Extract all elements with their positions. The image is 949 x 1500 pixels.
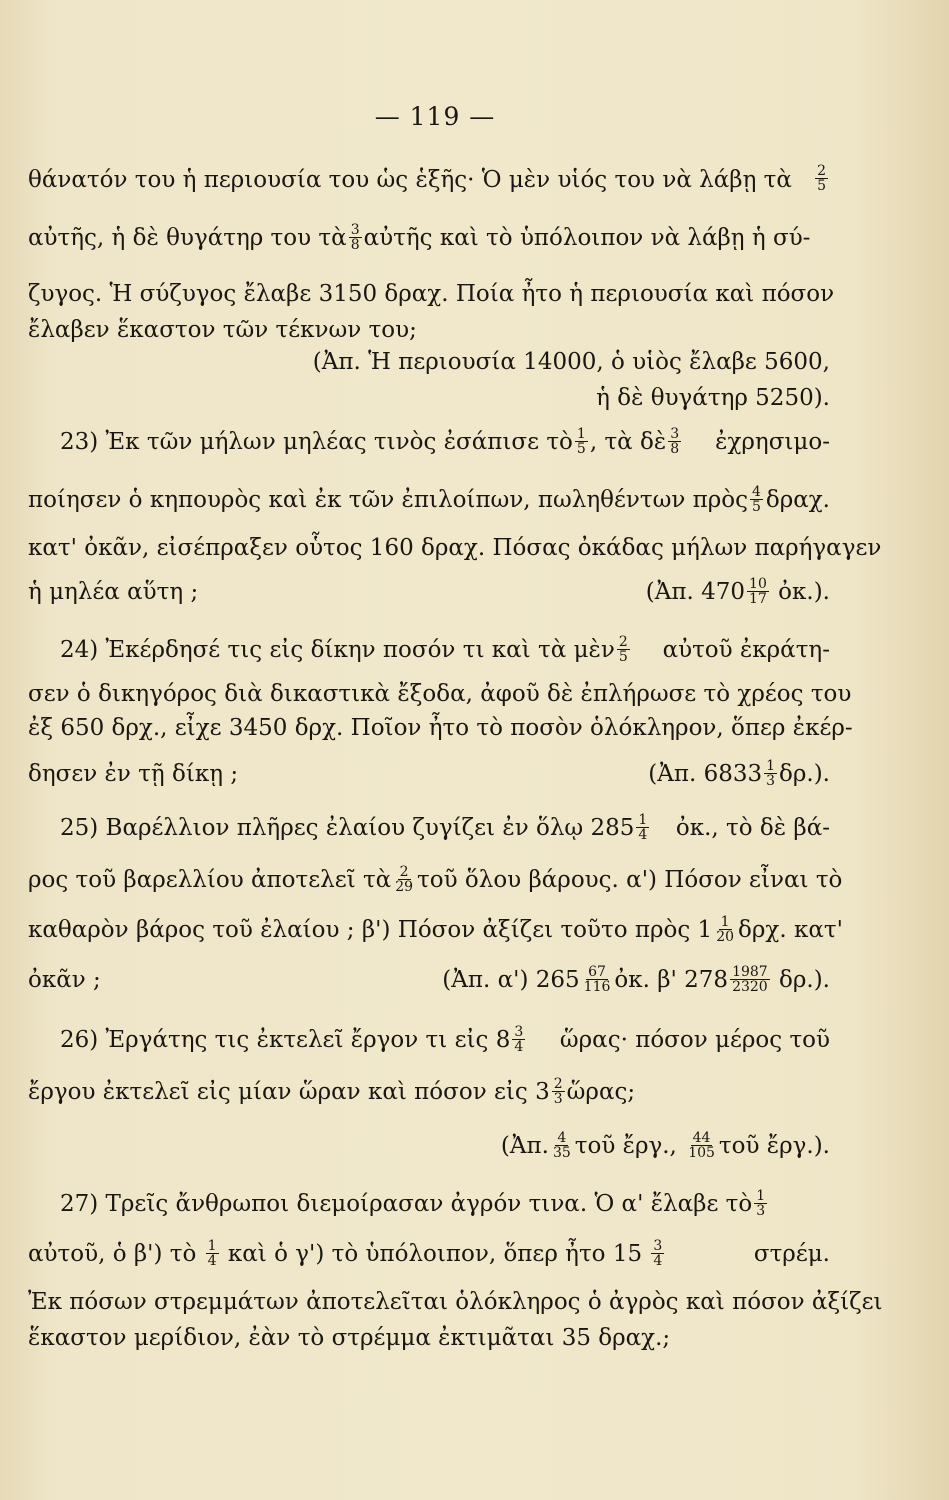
text-segment: θάνατόν του ἡ περιουσία του ὡς ἑξῆς· Ὁ μὲν υἱός του νὰ λάβῃ τὰ bbox=[28, 167, 792, 193]
fraction-numerator: 44 bbox=[692, 1129, 711, 1146]
text-segment bbox=[60, 1186, 769, 1222]
fraction-denominator: 3 bbox=[766, 772, 776, 789]
fraction bbox=[551, 1131, 573, 1160]
text-line bbox=[28, 1284, 883, 1320]
fraction bbox=[206, 1239, 219, 1268]
text-segment: σεν ὁ δικηγόρος διὰ δικαστικὰ ἔξοδα, ἀφοῦ δὲ ἐπλήρωσε τὸ χρέος του bbox=[28, 681, 852, 707]
text-segment: ἐξ 650 δρχ., εἶχε 3450 δρχ. Ποῖον ἦτο τὸ ποσὸν ὁλόκληρον, ὅπερ ἐκέρ- bbox=[28, 715, 853, 741]
fraction-numerator: 2 bbox=[553, 1075, 563, 1092]
problem-line bbox=[28, 632, 830, 668]
fraction-denominator: 4 bbox=[207, 1252, 217, 1269]
fraction-denominator: 5 bbox=[618, 648, 628, 665]
text-segment bbox=[28, 1074, 635, 1110]
fraction-denominator: 5 bbox=[817, 177, 826, 194]
fraction-denominator: 105 bbox=[688, 1144, 715, 1161]
text-segment: ἕκαστον μερίδιον, ἐὰν τὸ στρέμμα ἐκτιμᾶται 35 δραχ.; bbox=[28, 1325, 671, 1351]
text-run: 25) Βαρέλλιον πλῆρες ἐλαίου ζυγίζει ἐν ὅλῳ 285 bbox=[60, 815, 635, 841]
text-line bbox=[28, 276, 835, 312]
fraction-numerator: 3 bbox=[653, 1237, 663, 1254]
fraction-numerator: 4 bbox=[752, 483, 761, 500]
text-segment: δρχ. κατ' bbox=[738, 917, 843, 943]
fraction bbox=[750, 485, 763, 514]
text-segment bbox=[28, 220, 810, 256]
text-run: τοῦ ἔργ., bbox=[574, 1133, 677, 1159]
fraction-denominator: 5 bbox=[576, 440, 586, 457]
text-segment: Ἐκ πόσων στρεμμάτων ἀποτελεῖται ὁλόκληρος ὁ ἀγρὸς καὶ πόσον ἀξίζει bbox=[28, 1289, 883, 1315]
text-line bbox=[28, 756, 830, 792]
answer-text bbox=[648, 756, 830, 792]
page-number: — 119 — bbox=[374, 102, 496, 131]
fraction-denominator: 2320 bbox=[732, 978, 768, 995]
fraction bbox=[747, 577, 769, 606]
text-run: ὀκ.). bbox=[778, 579, 830, 605]
text-line bbox=[28, 1074, 830, 1110]
text-run: καὶ ὁ γ') τὸ ὑπόλοιπον, ὅπερ ἦτο 15 bbox=[227, 1241, 643, 1267]
fraction bbox=[512, 1025, 525, 1054]
text-segment bbox=[60, 632, 632, 668]
fraction-numerator: 1 bbox=[576, 425, 586, 442]
text-run: δρ.). bbox=[779, 761, 830, 787]
fraction-denominator: 35 bbox=[552, 1144, 571, 1161]
fraction-numerator: 3 bbox=[670, 425, 680, 442]
text-segment: δησεν ἐν τῇ δίκῃ ; bbox=[28, 761, 239, 787]
answer-line bbox=[28, 1128, 830, 1164]
text-run: αὐτοῦ, ὁ β') τὸ bbox=[28, 1241, 197, 1267]
answer-line bbox=[28, 344, 830, 380]
text-line bbox=[28, 962, 830, 998]
text-run: καθαρὸν βάρος τοῦ ἐλαίου ; β') Πόσον ἀξίζει τοῦτο πρὸς 1 bbox=[28, 917, 713, 943]
text-line bbox=[28, 710, 853, 746]
text-line bbox=[28, 162, 830, 198]
text-line bbox=[28, 676, 852, 712]
fraction bbox=[764, 759, 777, 788]
text-segment: ὀκ., τὸ δὲ βά- bbox=[675, 815, 830, 841]
text-line bbox=[28, 912, 843, 948]
problem-line bbox=[28, 424, 830, 460]
fraction-numerator: 1 bbox=[720, 913, 730, 930]
text-line bbox=[28, 862, 843, 898]
text-segment: ὀκᾶν ; bbox=[28, 967, 101, 993]
fraction-numerator: 10 bbox=[749, 575, 767, 592]
text-run: (Ἀπ. 6833 bbox=[648, 761, 763, 787]
problem-line bbox=[28, 1022, 830, 1058]
text-line bbox=[28, 530, 882, 566]
fraction bbox=[754, 1189, 767, 1218]
text-run: ὀκ. β' 278 bbox=[614, 967, 729, 993]
fraction-numerator: 67 bbox=[588, 963, 606, 980]
fraction-numerator: 4 bbox=[557, 1129, 567, 1146]
fraction-denominator: 4 bbox=[514, 1038, 524, 1055]
text-run: (Ἀπ. α') 265 bbox=[442, 967, 580, 993]
text-run: , τὰ δὲ bbox=[589, 429, 667, 455]
text-run: 23) Ἐκ τῶν μήλων μηλέας τινὸς ἐσάπισε τὸ bbox=[60, 429, 573, 455]
text-line bbox=[28, 220, 830, 256]
text-segment: ἡ μηλέα αὕτη ; bbox=[28, 579, 199, 605]
fraction bbox=[636, 813, 649, 842]
text-segment bbox=[28, 912, 738, 948]
text-segment bbox=[60, 810, 651, 846]
fraction-denominator: 8 bbox=[670, 440, 680, 457]
text-run: 26) Ἐργάτης τις ἐκτελεῖ ἔργον τι εἰς 8 bbox=[60, 1027, 511, 1053]
text-run: 24) Ἐκέρδησέ τις εἰς δίκην ποσόν τι καὶ τὰ μὲν bbox=[60, 637, 615, 663]
text-segment bbox=[60, 424, 683, 460]
text-segment: αὐτοῦ ἐκράτη- bbox=[662, 637, 830, 663]
problem-line bbox=[28, 810, 830, 846]
fraction bbox=[575, 427, 588, 456]
text-line bbox=[28, 312, 830, 348]
fraction bbox=[651, 1239, 664, 1268]
text-run: ἔργου ἐκτελεῖ εἰς μίαν ὥραν καὶ πόσον εἰς 3 bbox=[28, 1079, 550, 1105]
text-segment: ἐχρησιμο- bbox=[715, 429, 830, 455]
text-segment bbox=[60, 1022, 527, 1058]
fraction-denominator: 3 bbox=[553, 1090, 563, 1107]
text-run: αὐτῆς καὶ τὸ ὑπόλοιπον νὰ λάβῃ ἡ σύ- bbox=[363, 225, 811, 251]
fraction-denominator: 5 bbox=[752, 498, 761, 515]
answer-text: (Ἀπ. Ἡ περιουσία 14000, ὁ υἱὸς ἔλαβε 5600, bbox=[312, 349, 830, 375]
text-line bbox=[28, 1236, 830, 1272]
fraction-denominator: 3 bbox=[756, 1202, 766, 1219]
fraction bbox=[714, 915, 736, 944]
fraction bbox=[668, 427, 681, 456]
fraction-numerator: 3 bbox=[514, 1023, 524, 1040]
fraction-denominator: 20 bbox=[716, 928, 735, 945]
fraction bbox=[393, 865, 415, 894]
text-run: αὐτῆς, ἡ δὲ θυγάτηρ του τὰ bbox=[28, 225, 347, 251]
fraction-numerator: 2 bbox=[399, 863, 409, 880]
text-run: δρ.). bbox=[779, 967, 830, 993]
fraction-denominator: 4 bbox=[638, 826, 648, 843]
text-segment: δραχ. bbox=[765, 487, 830, 513]
text-line bbox=[28, 1320, 830, 1356]
text-segment bbox=[28, 862, 417, 898]
text-line bbox=[28, 482, 830, 518]
text-segment bbox=[28, 1236, 666, 1272]
fraction bbox=[349, 223, 362, 252]
fraction-numerator: 1 bbox=[638, 811, 648, 828]
text-run: (Ἀπ. bbox=[500, 1133, 549, 1159]
text-run: ρος τοῦ βαρελλίου ἀποτελεῖ τὰ bbox=[28, 867, 392, 893]
text-segment: στρέμ. bbox=[753, 1241, 830, 1267]
problem-line bbox=[28, 1186, 830, 1222]
fraction bbox=[617, 635, 630, 664]
text-run: τοῦ ἔργ.). bbox=[718, 1133, 830, 1159]
text-segment: κατ' ὀκᾶν, εἰσέπραξεν οὗτος 160 δραχ. Πόσας ὀκάδας μήλων παρήγαγεν bbox=[28, 535, 882, 561]
fraction-denominator: 116 bbox=[583, 978, 611, 995]
fraction bbox=[552, 1077, 565, 1106]
fraction-numerator: 1 bbox=[756, 1187, 766, 1204]
text-segment: ζυγος. Ἡ σύζυγος ἔλαβε 3150 δραχ. Ποία ἦτο ἡ περιουσία καὶ πόσον bbox=[28, 281, 835, 307]
text-segment bbox=[28, 482, 765, 518]
fraction bbox=[582, 965, 613, 994]
text-segment: ὥρας· πόσον μέρος τοῦ bbox=[559, 1027, 830, 1053]
fraction bbox=[815, 164, 828, 193]
fraction bbox=[730, 965, 770, 994]
text-run: ὥρας; bbox=[566, 1079, 636, 1105]
answer-text bbox=[501, 1128, 830, 1164]
answer-text bbox=[442, 962, 830, 998]
text-segment: ἔλαβεν ἕκαστον τῶν τέκνων του; bbox=[28, 317, 417, 343]
text-run: (Ἀπ. 470 bbox=[645, 579, 746, 605]
text-run: 27) Τρεῖς ἄνθρωποι διεμοίρασαν ἀγρόν τινα. Ὁ α' ἔλαβε τὸ bbox=[60, 1191, 753, 1217]
fraction-denominator: 4 bbox=[653, 1252, 663, 1269]
fraction-numerator: 1987 bbox=[732, 963, 768, 980]
fraction-numerator: 1 bbox=[766, 757, 776, 774]
text-segment: τοῦ ὅλου βάρους. α') Πόσον εἶναι τὸ bbox=[417, 867, 843, 893]
fraction-numerator: 2 bbox=[817, 162, 826, 179]
fraction bbox=[686, 1131, 717, 1160]
fraction-numerator: 2 bbox=[618, 633, 628, 650]
answer-text: ἡ δὲ θυγάτηρ 5250). bbox=[596, 385, 830, 411]
fraction-denominator: 29 bbox=[395, 878, 414, 895]
fraction-numerator: 1 bbox=[207, 1237, 217, 1254]
fraction-denominator: 8 bbox=[350, 236, 360, 253]
answer-text bbox=[646, 574, 830, 610]
text-run: ποίησεν ὁ κηπουρὸς καὶ ἐκ τῶν ἐπιλοίπων, πωληθέντων πρὸς bbox=[28, 487, 749, 513]
answer-line bbox=[28, 380, 830, 416]
fraction-denominator: 17 bbox=[749, 590, 767, 607]
text-line bbox=[28, 574, 830, 610]
fraction-numerator: 3 bbox=[350, 221, 360, 238]
